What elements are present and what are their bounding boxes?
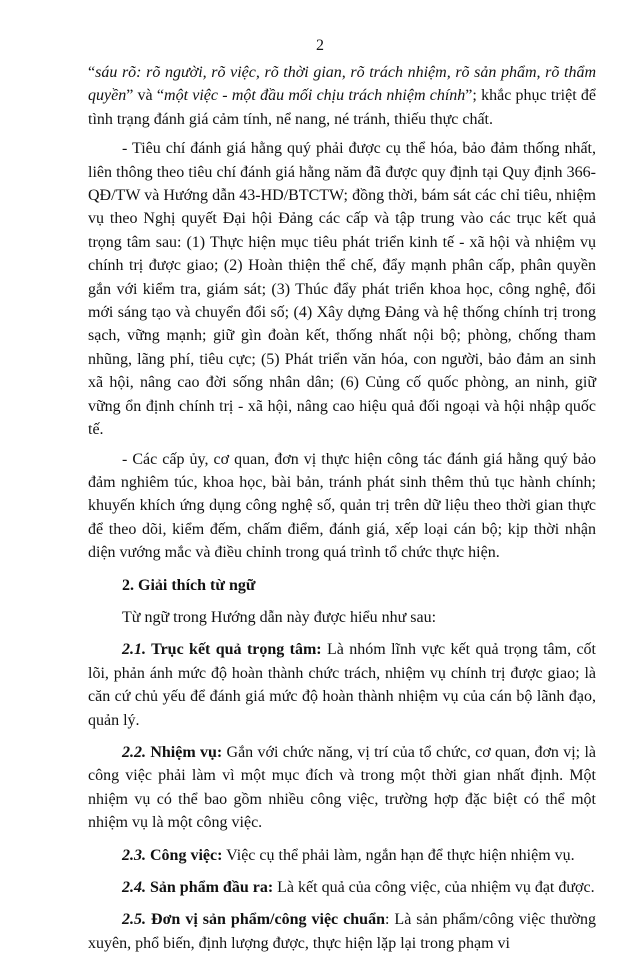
paragraph-quarterly-criteria: - Tiêu chí đánh giá hằng quý phải được cụ thể hóa, bảo đảm thống nhất, liên thông theo tiêu chí đánh giá hằng năm đã được quy định tại Quy định 366-QĐ/TW và Hướng dẫn 43-HD/BTCTW; đồng thời, bám sát các chỉ tiêu, nhiệm vụ theo Nghị quyết Đại hội Đảng các cấp và tập trung vào các trục kết quả trọng tâm sau: (1) Thực hiện mục tiêu phát triển kinh tế - xã hội và nhiệm vụ chính trị được giao; (2) Hoàn thiện thể chế, đẩy mạnh phân cấp, phân quyền gắn với kiểm tra, giám sát; (3) Thúc đẩy phát triển khoa học, công nghệ, đổi mới sáng tạo và chuyển đổi số; (4) Xây dựng Đảng và hệ thống chính trị trong sạch, vững mạnh; giữ gìn đoàn kết, thống nhất nội bộ; phòng, chống tham nhũng, lãng phí, tiêu cực; (5) Phát triển văn hóa, con người, bảo đảm an sinh xã hội, nâng cao đời sống nhân dân; (6) Củng cố quốc phòng, an ninh, giữ vững ổn định chính trị - xã hội, nâng cao hiệu quả đối ngoại và hội nhập quốc tế.	[88, 140, 596, 439]
definition-text: Là nhóm lĩnh vực kết quả trọng tâm, cốt lõi, phản ánh mức độ hoàn thành chức trách, nhiệm vụ chính trị được giao; là căn cứ chủ yếu để đánh giá mức độ hoàn thành nhiệm vụ của cán bộ lãnh đạo, quản lý.	[88, 641, 597, 729]
definition-text: : Là sản phẩm/công việc thường xuyên, phổ biến, định lượng được, thực hiện lặp lại trong phạm vi	[88, 911, 596, 952]
definition-term: Nhiệm vụ:	[146, 743, 223, 761]
definition-term: Đơn vị sản phẩm/công việc chuẩn	[146, 911, 385, 929]
definition-number: 2.5.	[122, 911, 146, 929]
definition-term: Trục kết quả trọng tâm:	[146, 641, 322, 659]
definition-text: Là kết quả của công việc, của nhiệm vụ đạt được.	[273, 879, 595, 896]
definition-number: 2.2.	[122, 743, 146, 761]
definition-term: Sản phẩm đầu ra:	[146, 879, 274, 896]
definition-text: Gắn với chức năng, vị trí của tổ chức, cơ quan, đơn vị; là công việc phải làm vì một mục đích và trong một thời gian nhất định. Một nhiệm vụ có thể bao gồm nhiều công việc, trường hợp đặc biệt có thể một nhiệm vụ là một công việc.	[88, 743, 596, 832]
definition-number: 2.4.	[122, 879, 146, 896]
terms-intro: Từ ngữ trong Hướng dẫn này được hiểu như sau:	[122, 608, 437, 626]
definition-standard-unit	[88, 908, 596, 955]
six-clear-principle: sáu rõ: rõ người, rõ việc, rõ thời gian, rõ trách nhiệm, rõ sản phẩm, rõ thẩm quyền	[88, 64, 596, 105]
definition-work-item	[88, 844, 596, 867]
definition-term: Công việc:	[146, 846, 223, 864]
paragraph-principles-continued	[88, 61, 596, 131]
open-quote: “	[88, 64, 96, 81]
definition-task	[88, 741, 596, 835]
page-number: 2	[316, 37, 324, 54]
connector-text: ” và “	[126, 87, 165, 105]
definition-output-product	[88, 876, 596, 899]
one-task-one-focal-point-principle: một việc - một đầu mối chịu trách nhiệm chính	[164, 87, 466, 105]
section-heading-terms: 2. Giải thích từ ngữ	[122, 576, 256, 594]
definition-number: 2.3.	[122, 846, 146, 864]
definition-text: Việc cụ thể phải làm, ngắn hạn để thực hiện nhiệm vụ.	[222, 846, 575, 864]
paragraph-evaluation-implementation: - Các cấp ủy, cơ quan, đơn vị thực hiện công tác đánh giá hằng quý bảo đảm nghiêm túc, khoa học, bài bản, tránh phát sinh thêm thủ tục hành chính; khuyến khích ứng dụng công nghệ số, quản trị trên dữ liệu theo thời gian thực để theo dõi, kiểm đếm, chấm điểm, đánh giá, xếp loại cán bộ; kịp thời nhận diện vướng mắc và điều chỉnh trong quá trình tổ chức thực hiện.	[88, 450, 596, 562]
definition-key-result-axis	[88, 638, 596, 732]
definition-number: 2.1.	[122, 641, 146, 659]
document-body	[88, 61, 596, 955]
closing-text: ”; khắc phục triệt để tình trạng đánh giá cảm tính, nể nang, né tránh, thiếu thực chất.	[88, 87, 597, 128]
